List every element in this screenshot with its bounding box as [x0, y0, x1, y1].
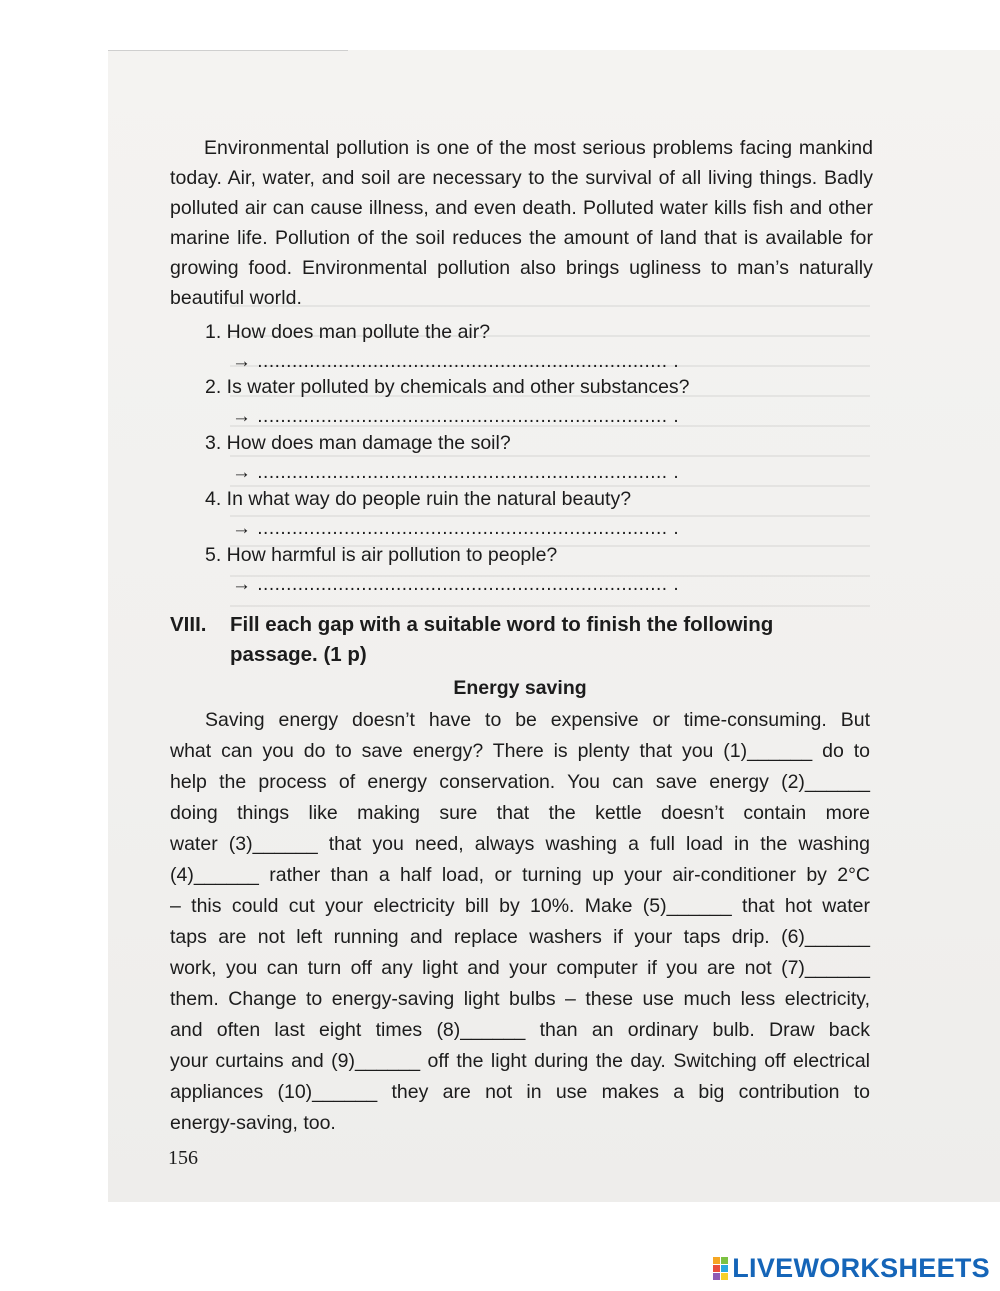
brand-name: LIVEWORKSHEETS: [732, 1252, 990, 1283]
passage-line: doing things like making sure that the kettle doesn’t contain more: [170, 802, 870, 824]
passage-line: them. Change to energy-saving light bulbs – these use much less electricity,: [170, 988, 870, 1010]
passage-line: water (3)______ that you need, always washing a full load in the washing: [170, 833, 870, 855]
passage-line: your curtains and (9)______ off the light during the day. Switching off electrical: [170, 1050, 870, 1072]
answer-line-3[interactable]: → ....................................................................... .: [232, 462, 680, 483]
passage-line: (4)______ rather than a half load, or turning up your air-conditioner by 2°C: [170, 864, 870, 886]
answer-line-5[interactable]: → ....................................................................... .: [232, 574, 680, 595]
gap-fill-passage: [170, 705, 870, 1139]
question-5: 5. How harmful is air pollution to people?: [205, 544, 558, 566]
page-edge-rule: [108, 50, 348, 51]
passage-line: Saving energy doesn’t have to be expensive or time-consuming. But: [205, 709, 870, 731]
passage-line: – this could cut your electricity bill by 10%. Make (5)______ that hot water: [170, 895, 870, 917]
reading-paragraph: Environmental pollution is one of the most serious problems facing mankind today. Air, water, and soil are necessary to the survival of all living things. Badly polluted air can cause illness, and even death. Polluted water kills fish and other marine life. Pollution of the soil reduces the amount of land that is available for growing food. Environmental pollution also brings ugliness to man’s naturally beautiful world.: [170, 137, 873, 309]
passage-line: and often last eight times (8)______ than an ordinary bulb. Draw back: [170, 1019, 870, 1041]
passage-line: help the process of energy conservation. You can save energy (2)______: [170, 771, 870, 793]
passage-line: taps are not left running and replace washers if your taps drip. (6)______: [170, 926, 870, 948]
passage-title: Energy saving: [453, 677, 587, 699]
answer-line-2[interactable]: → ....................................................................... .: [232, 406, 680, 427]
question-2: 2. Is water polluted by chemicals and other substances?: [205, 376, 690, 398]
question-3: 3. How does man damage the soil?: [205, 432, 511, 454]
liveworksheets-logo-icon: [713, 1257, 728, 1280]
question-1: 1. How does man pollute the air?: [205, 321, 491, 343]
question-4: 4. In what way do people ruin the natural beauty?: [205, 488, 632, 510]
page-number: 156: [168, 1147, 198, 1169]
section-heading: [170, 610, 880, 670]
passage-line: appliances (10)______ they are not in use makes a big contribution to: [170, 1081, 870, 1103]
section-instruction-line-1: Fill each gap with a suitable word to finish the following: [230, 613, 774, 636]
section-instruction-line-2: passage. (1 p): [230, 643, 367, 666]
passage-line: work, you can turn off any light and your computer if you are not (7)______: [170, 957, 870, 979]
answer-line-1[interactable]: → ....................................................................... .: [232, 351, 680, 372]
section-number: VIII.: [170, 613, 207, 636]
answer-line-4[interactable]: → ....................................................................... .: [232, 518, 680, 539]
liveworksheets-brand[interactable]: [713, 1252, 990, 1284]
passage-line: what can you do to save energy? There is plenty that you (1)______ do to: [170, 740, 870, 762]
passage-line: energy-saving, too.: [170, 1112, 336, 1134]
